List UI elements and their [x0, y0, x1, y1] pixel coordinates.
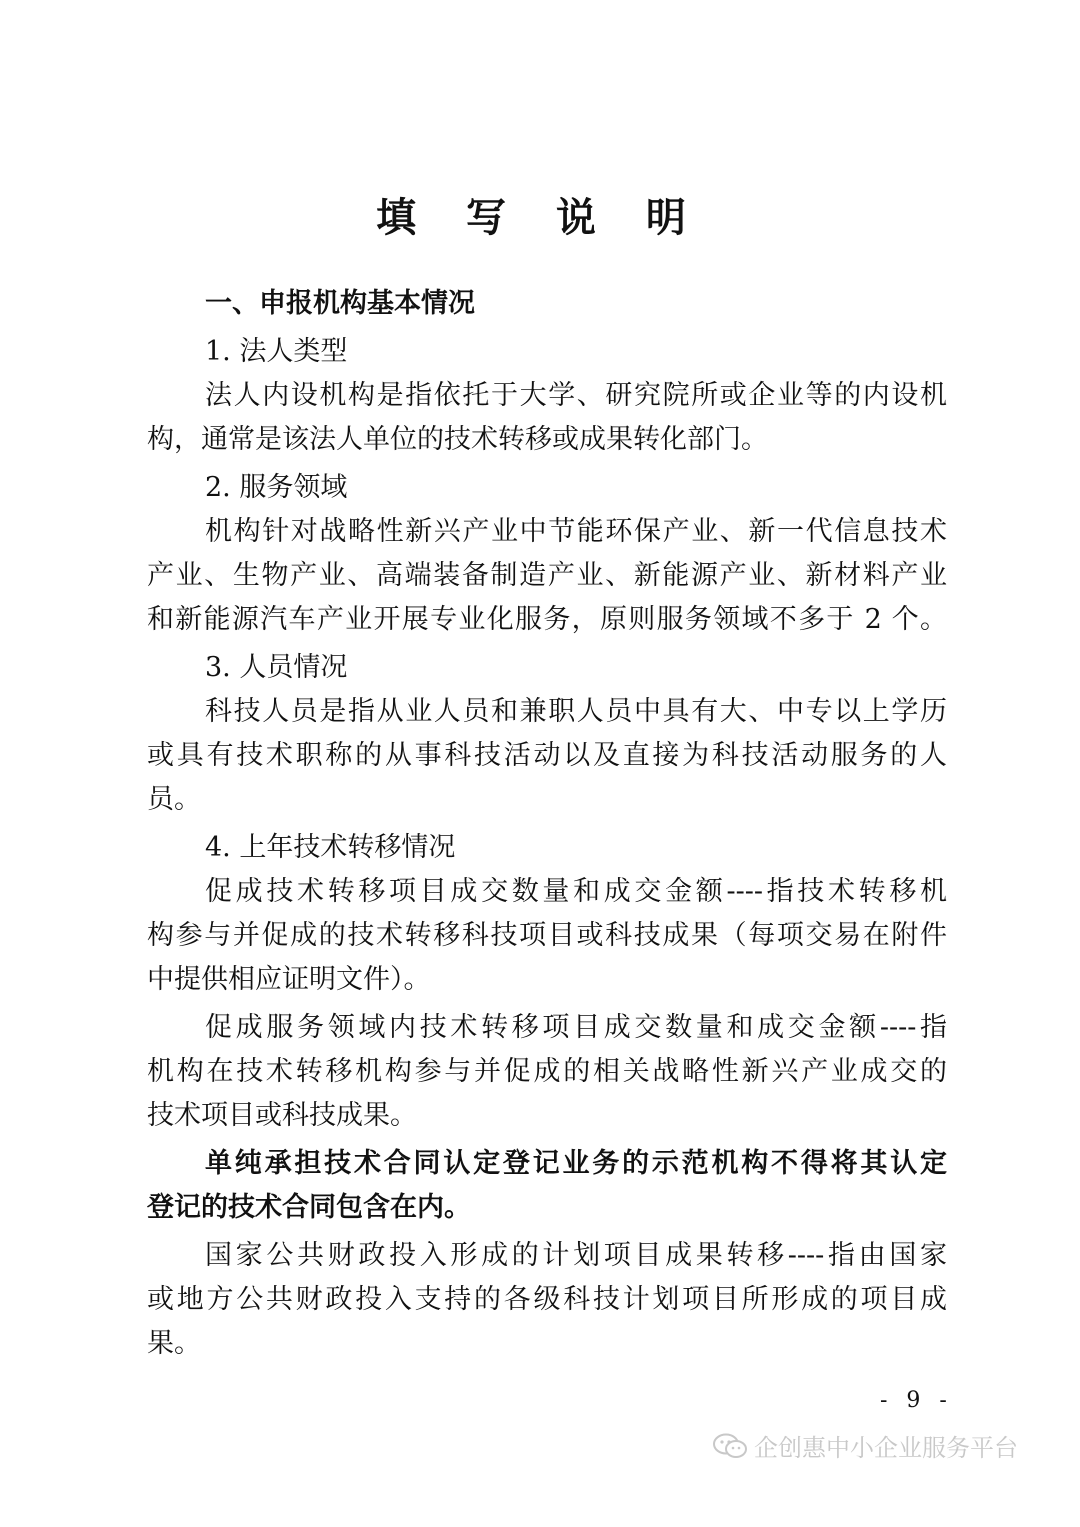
- paragraph-line: 构参与并促成的技术转移科技项目或科技成果（每项交易在附件: [147, 920, 947, 951]
- watermark: [712, 1428, 1018, 1463]
- item-heading: 4. 上年技术转移情况: [205, 832, 456, 863]
- item-heading: 1. 法人类型: [205, 336, 348, 367]
- paragraph-line: 果。: [147, 1328, 201, 1359]
- paragraph-line: 或地方公共财政投入支持的各级科技计划项目所形成的项目成: [147, 1284, 947, 1315]
- paragraph-line: 和新能源汽车产业开展专业化服务，原则服务领域不多于 2 个。: [147, 604, 947, 635]
- wechat-icon: [712, 1432, 748, 1460]
- item-heading: 2. 服务领域: [205, 472, 348, 503]
- paragraph-line: 国家公共财政投入形成的计划项目成果转移----指由国家: [205, 1240, 947, 1271]
- paragraph-line: 科技人员是指从业人员和兼职人员中具有大、中专以上学历: [205, 696, 947, 727]
- item-heading: 3. 人员情况: [205, 652, 348, 683]
- paragraph-line: 促成服务领域内技术转移项目成交数量和成交金额----指: [205, 1012, 947, 1043]
- paragraph-line: 技术项目或科技成果。: [147, 1100, 417, 1131]
- paragraph-line: 或具有技术职称的从事科技活动以及直接为科技活动服务的人: [147, 740, 947, 771]
- paragraph-line: 机构在技术转移机构参与并促成的相关战略性新兴产业成交的: [147, 1056, 947, 1087]
- paragraph-line: 构，通常是该法人单位的技术转移或成果转化部门。: [147, 424, 768, 455]
- paragraph-line: 员。: [147, 784, 201, 815]
- page-number: - 9 -: [880, 1388, 953, 1413]
- paragraph-line: 产业、生物产业、高端装备制造产业、新能源产业、新材料产业: [147, 560, 947, 591]
- paragraph-line-bold: 登记的技术合同包含在内。: [147, 1192, 471, 1223]
- document-body: [147, 282, 947, 1366]
- section-heading: 一、申报机构基本情况: [205, 288, 475, 319]
- paragraph-line: 中提供相应证明文件）。: [147, 964, 431, 995]
- paragraph-line: 法人内设机构是指依托于大学、研究院所或企业等的内设机: [205, 380, 947, 411]
- paragraph-line: 促成技术转移项目成交数量和成交金额----指技术转移机: [205, 876, 947, 907]
- paragraph-line-bold: 单纯承担技术合同认定登记业务的示范机构不得将其认定: [205, 1148, 947, 1179]
- paragraph-line: 机构针对战略性新兴产业中节能环保产业、新一代信息技术: [205, 516, 947, 547]
- document-title: 填 写 说 明: [376, 195, 704, 241]
- watermark-text: 企创惠中小企业服务平台: [754, 1434, 1018, 1462]
